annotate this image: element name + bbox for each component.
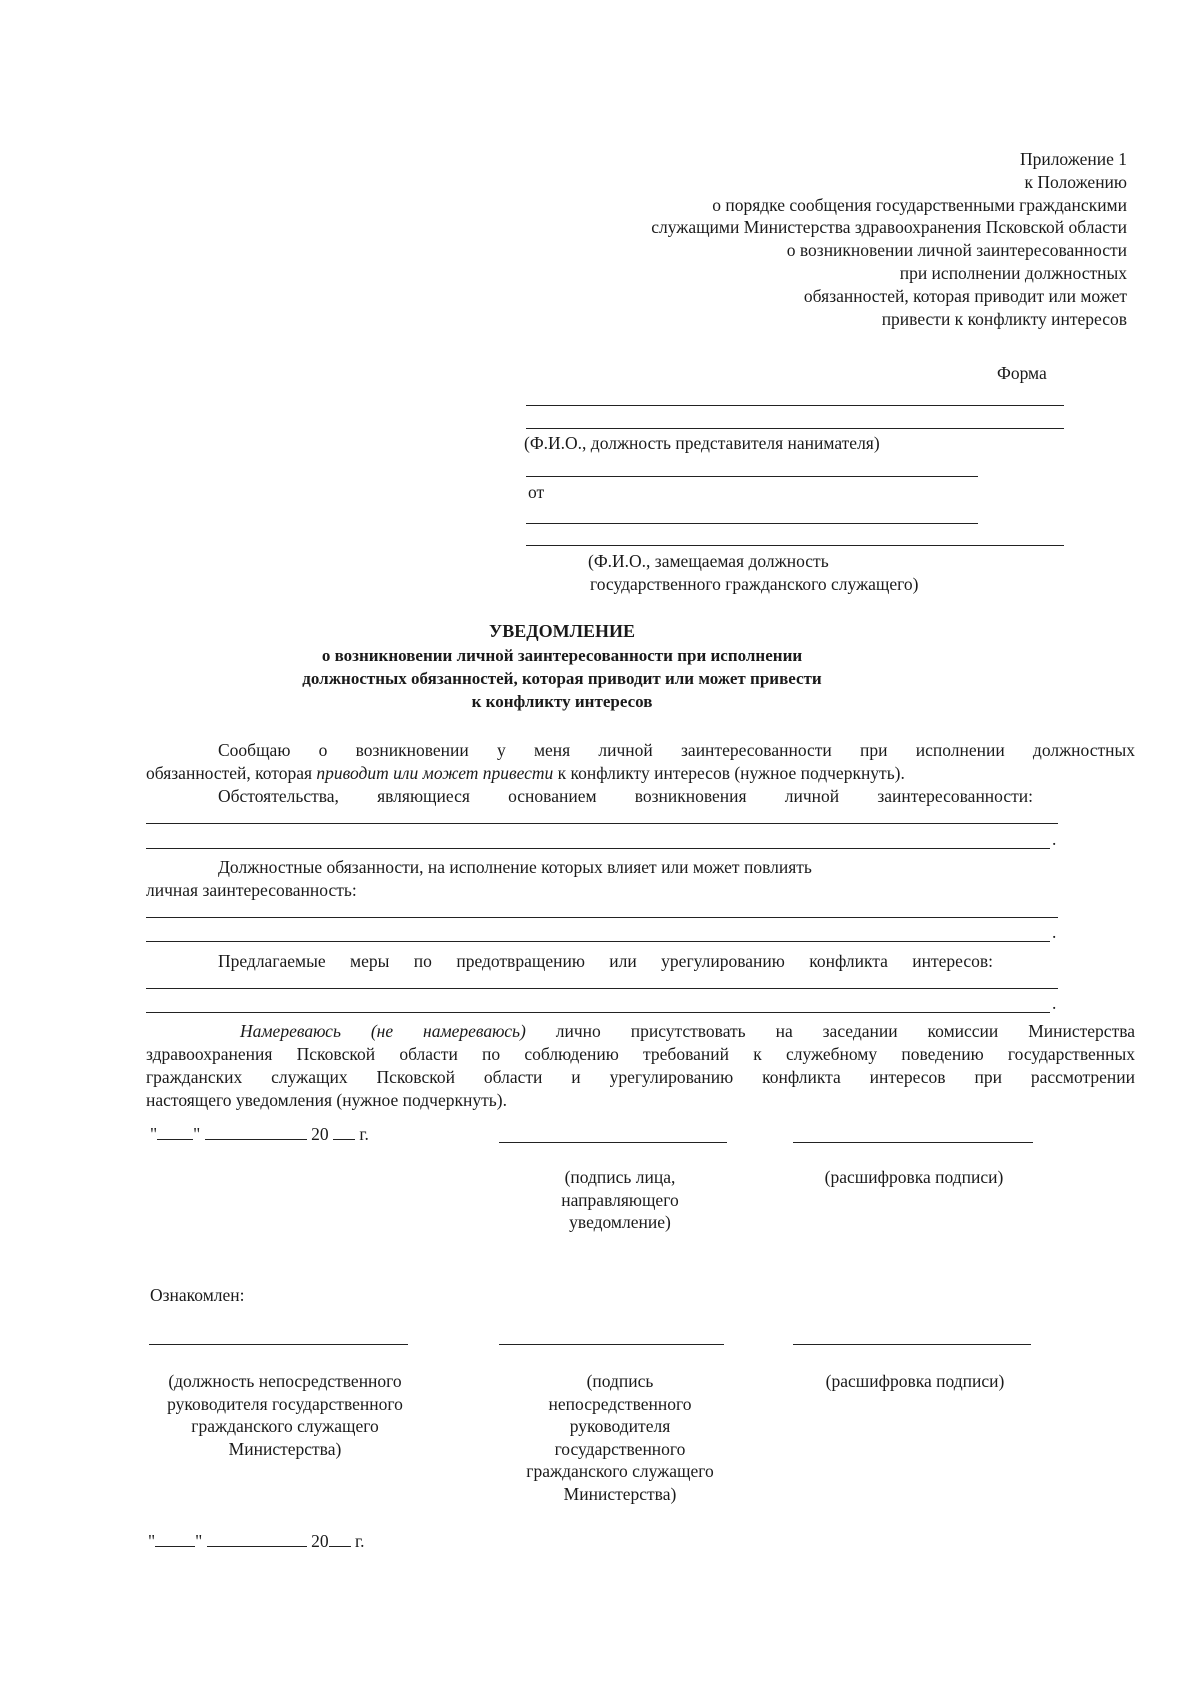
measures-line-2[interactable] (146, 1012, 1050, 1013)
paragraph-5-line-2: здравоохранения Псковской области по соблюдению требований к служебному поведению государственных (146, 1044, 1135, 1064)
paragraph-3-line-1: Должностные обязанности, на исполнение которых влияет или может повлиять (218, 857, 812, 877)
day-blank[interactable] (157, 1125, 193, 1140)
year-suffix: г. (359, 1124, 369, 1144)
period: . (1052, 829, 1057, 849)
signature-caption-line: (подпись лица, (564, 1167, 676, 1187)
supervisor-signature-caption (500, 1370, 740, 1505)
supervisor-position-line[interactable] (149, 1344, 408, 1345)
paragraph-1-text-a: обязанностей, которая (146, 763, 313, 783)
signature-decode-line[interactable] (793, 1142, 1033, 1143)
paragraph-5-italic: Намереваюсь (не намереваюсь) (240, 1021, 526, 1041)
employer-caption: (Ф.И.О., должность представителя нанимателя) (524, 433, 880, 453)
appendix-line: к Положению (1024, 171, 1127, 192)
caption-line: (должность непосредственного (168, 1371, 402, 1391)
supervisor-signature-line[interactable] (499, 1344, 724, 1345)
year-suffix: г. (354, 1531, 365, 1551)
signature-decode-caption: (расшифровка подписи) (824, 1167, 1004, 1187)
year-blank[interactable] (329, 1532, 351, 1547)
paragraph-5-line-1 (240, 1020, 1135, 1042)
employer-field-line-1[interactable] (526, 405, 1064, 406)
appendix-line: о возникновении личной заинтересованности (786, 240, 1127, 261)
paragraph-2: Обстоятельства, являющиеся основанием возникновения личной заинтересованности: (218, 786, 1033, 806)
year-prefix: 20 (311, 1531, 329, 1551)
appendix-line: обязанностей, которая приводит или может (803, 285, 1127, 306)
appendix-line: при исполнении должностных (899, 262, 1127, 283)
appendix-line: привести к конфликту интересов (881, 308, 1127, 329)
employee-caption-line-1: (Ф.И.О., замещаемая должность (588, 551, 829, 571)
month-blank[interactable] (207, 1532, 307, 1547)
caption-line: непосредственного (548, 1393, 692, 1414)
appendix-line: служащими Министерства здравоохранения Псковской области (651, 217, 1127, 238)
quote-open: " (148, 1531, 156, 1551)
duties-line-2[interactable] (146, 941, 1050, 942)
paragraph-5-line-3: гражданских служащих Псковской области и урегулированию конфликта интересов при рассмотрении (146, 1067, 1135, 1087)
paragraph-1-line-1: Сообщаю о возникновении у меня личной заинтересованности при исполнении должностных (218, 740, 1135, 760)
caption-line: государственного (554, 1438, 686, 1459)
quote-close: " (193, 1124, 201, 1144)
caption-line: гражданского служащего (191, 1416, 379, 1436)
paragraph-1-italic: приводит или может привести (316, 763, 554, 783)
supervisor-decode-line[interactable] (793, 1344, 1031, 1345)
circumstances-line-1[interactable] (146, 823, 1058, 824)
period: . (1052, 922, 1057, 942)
employer-field-line-2[interactable] (526, 428, 1064, 429)
from-label: от (528, 482, 545, 502)
measures-line-1[interactable] (146, 988, 1058, 989)
caption-line: (подпись (586, 1371, 654, 1391)
signature-line[interactable] (499, 1142, 727, 1143)
year-blank[interactable] (333, 1125, 355, 1140)
period: . (1052, 993, 1057, 1013)
quote-close: " (195, 1531, 203, 1551)
caption-line: руководителя (569, 1416, 671, 1436)
caption-line: руководителя государственного (167, 1393, 403, 1414)
year-prefix: 20 (311, 1124, 329, 1144)
duties-line-1[interactable] (146, 917, 1058, 918)
paragraph-1-text-b: к конфликту интересов (нужное подчеркнуть). (557, 763, 905, 783)
appendix-header (651, 148, 1127, 330)
signature-caption (520, 1166, 720, 1234)
quote-open: " (150, 1124, 158, 1144)
paragraph-4: Предлагаемые меры по предотвращению или урегулированию конфликта интересов: (218, 951, 993, 971)
from-field-line-1[interactable] (526, 476, 978, 477)
supervisor-decode-caption: (расшифровка подписи) (825, 1371, 1005, 1391)
paragraph-1-line-2 (146, 762, 905, 784)
acknowledged-label: Ознакомлен: (150, 1285, 245, 1305)
caption-line: Министерства) (228, 1438, 342, 1459)
circumstances-line-2[interactable] (146, 848, 1050, 849)
paragraph-5-line-1-rest: лично присутствовать на заседании комиссии Министерства (555, 1021, 1136, 1041)
paragraph-3-line-2: личная заинтересованность: (146, 880, 357, 900)
signature-caption-line: направляющего (561, 1189, 679, 1210)
document-subtitle-line-1: о возникновении личной заинтересованности при исполнении (321, 646, 803, 665)
date-field[interactable] (150, 1123, 369, 1145)
caption-line: гражданского служащего (526, 1461, 714, 1481)
supervisor-position-caption (140, 1370, 430, 1460)
from-field-line-3[interactable] (526, 545, 1064, 546)
document-subtitle-line-2: должностных обязанностей, которая приводит или может привести (302, 669, 822, 688)
signature-caption-line: уведомление) (569, 1212, 671, 1232)
appendix-line: Приложение 1 (1019, 149, 1127, 169)
form-label: Форма (997, 363, 1047, 383)
acknowledged-date-field[interactable] (148, 1530, 365, 1552)
caption-line: Министерства) (563, 1483, 677, 1504)
month-blank[interactable] (205, 1125, 307, 1140)
appendix-line: о порядке сообщения государственными гражданскими (712, 194, 1127, 215)
document-subtitle-line-3: к конфликту интересов (471, 692, 653, 711)
paragraph-5-line-4: настоящего уведомления (нужное подчеркнуть). (146, 1090, 507, 1110)
from-field-line-2[interactable] (526, 523, 978, 524)
day-blank[interactable] (155, 1532, 195, 1547)
employee-caption-line-2: государственного гражданского служащего) (590, 574, 919, 594)
document-title: УВЕДОМЛЕНИЕ (488, 621, 636, 641)
